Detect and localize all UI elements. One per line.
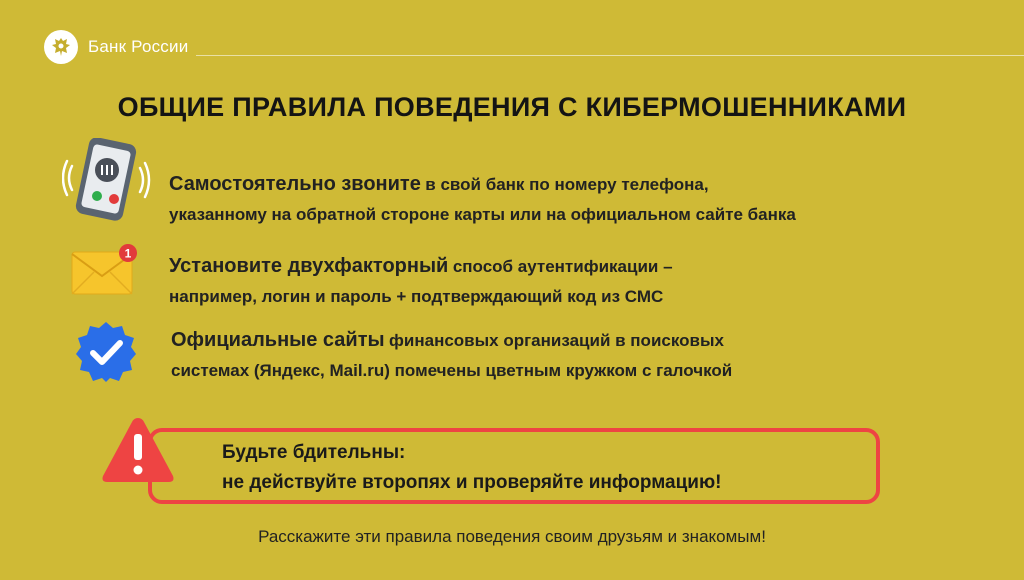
verified-badge-icon [74, 320, 138, 389]
rule-line2: системах (Яндекс, Mail.ru) помечены цветным кружком с галочкой [171, 361, 733, 380]
footer-note: Расскажите эти правила поведения своим друзьям и знакомым! [258, 527, 766, 546]
envelope-icon [70, 242, 140, 303]
header [0, 0, 1024, 80]
phone-icon [62, 138, 152, 227]
notification-badge: 1 [124, 246, 132, 261]
bank-emblem-icon [44, 30, 78, 64]
rule-rest: в свой банк по номеру телефона, [425, 175, 709, 194]
rule-text [169, 170, 796, 229]
rule-lead: Официальные сайты [171, 329, 385, 351]
rule-rest: финансовых организаций в поисковых [389, 331, 724, 350]
rule-rest: способ аутентификации – [452, 257, 673, 276]
rule-line2: указанному на обратной стороне карты или на официальном сайте банка [169, 205, 796, 224]
warning-triangle-icon [100, 414, 176, 491]
rule-lead: Установите двухфакторный [169, 255, 449, 277]
rule-lead: Самостоятельно звоните [169, 173, 421, 195]
rule-text [169, 252, 673, 311]
header-divider [196, 55, 1024, 56]
warning-text [222, 438, 722, 498]
rule-line2: например, логин и пароль + подтверждающий код из СМС [169, 287, 664, 306]
warning-line2: не действуйте второпях и проверяйте информацию! [222, 472, 722, 493]
rule-text [171, 326, 732, 385]
warning-line1: Будьте бдительны: [222, 442, 406, 463]
brand-name: Банк России [88, 37, 189, 56]
page-title: ОБЩИЕ ПРАВИЛА ПОВЕДЕНИЯ С КИБЕРМОШЕННИКАМИ [117, 92, 907, 122]
